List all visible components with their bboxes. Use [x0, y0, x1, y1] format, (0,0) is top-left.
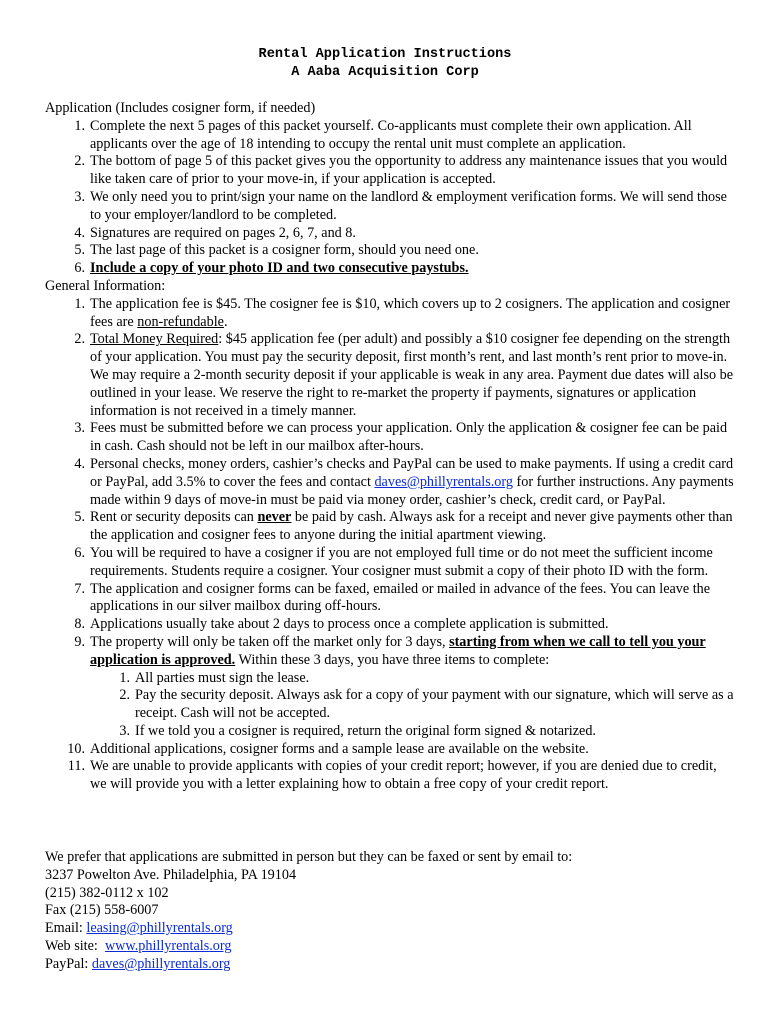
item-text [90, 634, 735, 670]
item-number: 3. [74, 188, 85, 205]
list-item [45, 296, 735, 332]
list-item [45, 331, 735, 420]
item-text: All parties must sign the lease. [135, 669, 310, 686]
list-item [45, 420, 735, 456]
contact-address: 3237 Powelton Ave. Philadelphia, PA 19104 [45, 866, 297, 883]
list-item [45, 153, 735, 189]
list-item [45, 509, 735, 545]
item-text [90, 331, 735, 420]
item-text: We are unable to provide applicants with copies of your credit report; however, if you are denied due to credit, we will provide you with a letter explaining how to obtain a free copy of your credit report. [90, 758, 717, 793]
item-number: 2. [74, 153, 85, 170]
item-text: The last page of this packet is a cosigner form, should you need one. [90, 242, 479, 259]
item-text-emphasis: Include a copy of your photo ID and two consecutive paystubs. [90, 260, 469, 277]
item-text: Additional applications, cosigner forms and a sample lease are available on the website. [90, 740, 589, 757]
list-item [45, 260, 735, 278]
list-item [45, 456, 735, 509]
text-run: Within these 3 days, you have three items to complete: [235, 651, 550, 668]
item-number: 7. [74, 580, 85, 597]
item-text: You will be required to have a cosigner if you are not employed full time or do not meet the sufficient income requirements. Students require a cosigner. Your cosigner must submit a copy of their photo ID with the form. [90, 544, 713, 579]
document-title: Rental Application Instructions [258, 47, 512, 62]
item-number: 6. [74, 544, 85, 561]
text-run: . [223, 313, 228, 330]
text-run: be paid by cash. Always ask for a receipt and never give payments other than the application and cosigner fees to anyone during the initial apartment viewing. [90, 509, 733, 544]
item-number: 5. [74, 509, 85, 526]
item-text: We only need you to print/sign your name on the landlord & employment verification forms. We will send those to your employer/landlord to be completed. [90, 188, 727, 223]
web-label: Web site: [45, 937, 105, 954]
item-number: 8. [74, 616, 85, 633]
email-label: Email: [45, 920, 87, 937]
approval-emphasis: starting from when we call to tell you your application is approved. [90, 633, 706, 668]
list-item [45, 118, 735, 154]
list-item [45, 758, 735, 794]
sub-list-item [91, 687, 735, 723]
item-number: 1. [119, 669, 130, 686]
item-text [90, 456, 735, 509]
text-run: Personal checks, money orders, cashier’s checks and PayPal can be used to make payments. If using a credit card or PayPal, add 3.5% to cover the fees and contact [90, 455, 734, 490]
item-text: Applications usually take about 2 days to process once a complete application is submitted. [90, 616, 609, 633]
item-text: Pay the security deposit. Always ask for a copy of your payment with our signature, which will serve as a receipt. Cash will not be accepted. [135, 687, 734, 722]
never-emphasis: never [257, 509, 292, 526]
text-run: : $45 application fee (per adult) and possibly a $10 cosigner fee depending on the strength of your application. You must pay the security deposit, first month’s rent, and last month’s rent prior to move-in. We may require a 2-month security deposit if your applicable is weak in any area. Payment due dates will also be outlined in your lease. We reserve the right to re-market the property if payments, signatures or application information is not received in a timely manner. [90, 331, 734, 419]
item-number: 3. [74, 420, 85, 437]
sub-list-item [91, 723, 735, 741]
text-run: The property will only be taken off the market only for 3 days, [90, 633, 450, 650]
item-number: 2. [74, 331, 85, 348]
item-number: 1. [74, 117, 85, 134]
item-number: 2. [119, 687, 130, 704]
item-number: 10. [67, 740, 85, 757]
email-link[interactable]: leasing@phillyrentals.org [86, 920, 233, 937]
total-money-label: Total Money Required [90, 331, 219, 348]
paypal-label: PayPal: [45, 955, 92, 972]
item-text: The bottom of page 5 of this packet gives you the opportunity to address any maintenance issues that you would like taken care of prior to your move-in, if your application is accepted. [90, 153, 728, 188]
item-number: 9. [74, 633, 85, 650]
list-item [45, 545, 735, 581]
general-heading: General Information: [45, 277, 166, 294]
list-item [45, 189, 735, 225]
text-run: The application fee is $45. The cosigner fee is $10, which covers up to 2 cosigners. The application and cosigner fees are [90, 295, 731, 330]
contact-paypal-line [45, 956, 735, 974]
item-text [90, 296, 735, 332]
item-text [90, 509, 735, 545]
website-link[interactable]: www.phillyrentals.org [104, 937, 232, 954]
item-number: 11. [67, 758, 85, 775]
contact-phone: (215) 382-0112 x 102 [45, 884, 169, 901]
item-number: 6. [74, 260, 85, 277]
application-heading: Application (Includes cosigner form, if needed) [45, 100, 316, 116]
sub-list-item [91, 670, 735, 688]
item-number: 4. [74, 224, 85, 241]
contact-intro: We prefer that applications are submitted in person but they can be faxed or sent by email to: [45, 849, 573, 865]
item-number: 4. [74, 455, 85, 472]
list-item [45, 616, 735, 634]
list-item [45, 225, 735, 243]
company-name: A Aaba Acquisition Corp [291, 65, 479, 80]
contact-web-line [45, 938, 735, 956]
sub-list [45, 670, 735, 741]
text-run: Rent or security deposits can [90, 509, 258, 526]
item-number: 5. [74, 242, 85, 259]
instructions-body [45, 100, 735, 794]
item-text: Signatures are required on pages 2, 6, 7, and 8. [90, 224, 356, 241]
list-item [45, 242, 735, 260]
paypal-link[interactable]: daves@phillyrentals.org [91, 955, 231, 972]
list-item [45, 741, 735, 759]
item-text: The application and cosigner forms can be faxed, emailed or mailed in advance of the fees. You can leave the applications in our silver mailbox during off-hours. [90, 580, 711, 615]
contact-fax: Fax (215) 558-6007 [45, 902, 159, 919]
item-number: 1. [74, 295, 85, 312]
item-text: Complete the next 5 pages of this packet yourself. Co-applicants must complete their own application. All applicants over the age of 18 intending to occupy the rental unit must complete an application. [90, 117, 692, 152]
list-item [45, 634, 735, 670]
item-text: Fees must be submitted before we can process your application. Only the application & cosigner fee can be paid in cash. Cash should not be left in our mailbox after-hours. [90, 420, 728, 455]
non-refundable-text: non-refundable [137, 313, 224, 330]
contact-block [45, 849, 735, 974]
list-item [45, 581, 735, 617]
item-number: 3. [119, 722, 130, 739]
paypal-email-link[interactable]: daves@phillyrentals.org [374, 473, 513, 490]
item-text: If we told you a cosigner is required, return the original form signed & notarized. [135, 722, 596, 739]
contact-email-line [45, 920, 735, 938]
text-run: for further instructions. Any payments made within 9 days of move-in must be paid via money order, cashier’s check, credit card, or PayPal. [90, 473, 734, 508]
